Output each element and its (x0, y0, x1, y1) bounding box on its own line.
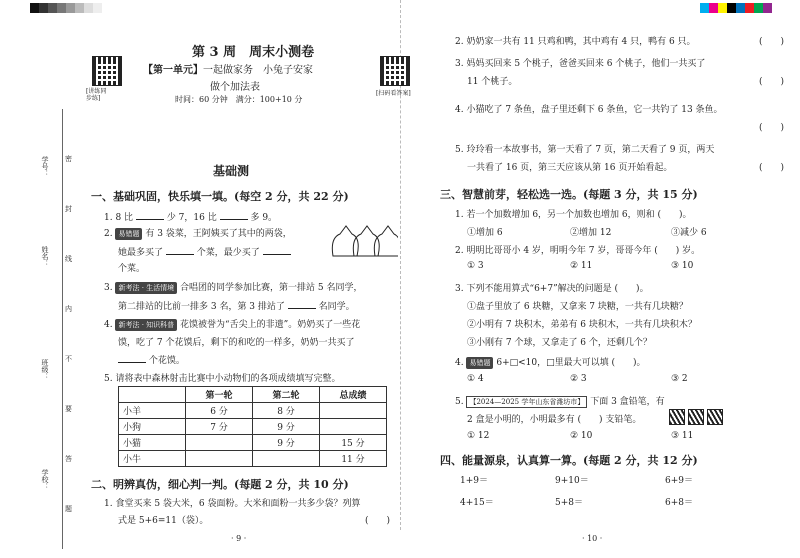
seal-char: 答 (65, 455, 72, 463)
question-4 (104, 317, 360, 331)
table-header (119, 387, 186, 403)
option[interactable]: ① 12 (467, 431, 490, 441)
seal-char: 题 (65, 505, 72, 513)
table-cell: 小羊 (119, 403, 186, 419)
q-text: 下面 3 盒铅笔，有 (590, 397, 665, 407)
part3-heading: 三、智慧前芽，轻松选一选。(每题 3 分，共 15 分) (440, 188, 698, 201)
q-number: 5. (455, 145, 464, 155)
option[interactable]: ② 11 (570, 261, 593, 271)
pencil-box-icon (707, 409, 723, 425)
seal-char: 密 (65, 155, 72, 163)
seal-char: 不 (65, 355, 72, 363)
q-text: 名同学。 (318, 302, 355, 312)
option[interactable]: ①盘子里放了 6 块糖，又拿来 7 块糖，一共有几块糖？ (467, 302, 688, 312)
pencil-box-icon (688, 409, 704, 425)
pencil-box-icon (669, 409, 685, 425)
table-cell: 小狗 (119, 419, 186, 435)
answer-bracket[interactable]: ( )。 (614, 284, 649, 294)
table-row (119, 435, 387, 451)
table-cell: 6 分 (186, 403, 253, 419)
student-id-label: 学号： (41, 156, 49, 177)
answer-bracket[interactable]: ( )。 (657, 210, 692, 220)
qr-code-left[interactable] (92, 56, 122, 86)
q-number: 2. (455, 37, 464, 47)
table-header: 第一轮 (186, 387, 253, 403)
judge-question-2 (455, 34, 696, 47)
unit-bracket: 【第一单元】 (143, 65, 203, 76)
q-text: 若一个加数增加 6，另一个加数也增加 6，则和 (466, 210, 655, 220)
q-text: 支铅笔。 (605, 415, 642, 425)
answer-bracket[interactable]: ( ) (759, 77, 785, 87)
answer-bracket[interactable]: ( )。 (611, 358, 646, 368)
q-number: 3. (455, 284, 464, 294)
q-text: 妈妈买回来 5 个桃子，爸爸买回来 6 个桃子，他们一共买了 (466, 59, 706, 69)
exam-source-tag: 【2024—2025 学年山东省潍坊市】 (466, 396, 587, 408)
unit-topics: 一起做家务 小兔子安家 (203, 65, 313, 76)
q-text: 花馍被誉为“舌尖上的非遗”。奶奶买了一些花 (180, 320, 361, 330)
table-cell-blank[interactable] (320, 403, 387, 419)
q-text: 11 个桃子。 (467, 77, 518, 87)
new-method-tag: 新考法 · 生活情境 (115, 282, 177, 294)
option[interactable]: ③ 2 (671, 374, 688, 384)
option[interactable]: ② 10 (570, 431, 593, 441)
left-page (0, 14, 411, 558)
q-number: 5. (455, 397, 464, 407)
option[interactable]: ② 3 (570, 374, 587, 384)
choice-question-2 (455, 243, 700, 256)
table-cell: 9 分 (253, 419, 320, 435)
calc-item[interactable]: 6+8＝ (665, 498, 693, 508)
print-gray-bar (30, 3, 102, 13)
q-text: 个花馍。 (148, 356, 185, 366)
table-cell: 8 分 (253, 403, 320, 419)
option[interactable]: ②小明有 7 块积木，弟弟有 6 块积木，一共有几块积木？ (467, 320, 697, 330)
q-number: 4. (455, 105, 464, 115)
q-text: 2 盒是小明的，小明最多有 (467, 415, 575, 425)
q-text: 6+□<10，□里最大可以填 (496, 358, 609, 368)
qr-right-caption: [扫码看答案] (376, 90, 411, 97)
judge-question-1 (104, 496, 361, 509)
q-text: 式是 5+6=11（袋）。 (118, 516, 209, 526)
table-cell: 小牛 (119, 451, 186, 467)
choice-question-3 (455, 281, 649, 294)
answer-blank[interactable] (118, 352, 146, 363)
choice-question-1 (455, 207, 692, 220)
error-prone-tag: 易错题 (466, 357, 493, 369)
q-text: 一共看了 16 页，第三天应该从第 16 页开始看起。 (467, 163, 673, 173)
question-1 (104, 209, 277, 223)
choice-question-5 (455, 394, 665, 408)
table-row (119, 451, 387, 467)
right-page (405, 14, 800, 558)
judge-question-3 (455, 56, 705, 69)
answer-blank[interactable] (263, 244, 291, 255)
q-number: 1. (455, 210, 464, 220)
q-text: 下列不能用算式“6+7”解决的问题是 (466, 284, 612, 294)
qr-left-caption: [讲练同 步练] (86, 88, 107, 102)
choice-question-5-line2 (467, 412, 641, 425)
unit-subtitle (143, 61, 313, 76)
choice-question-4 (455, 355, 646, 369)
q-text: 明明比哥哥小 4 岁，明明今年 7 岁，哥哥今年 (466, 246, 652, 256)
q-number: 1. (104, 499, 113, 509)
seal-line (62, 109, 63, 549)
part1-heading: 一、基础巩固，快乐填一填。(每空 2 分，共 22 分) (91, 190, 349, 203)
q-text: 岁。 (682, 246, 701, 256)
table-cell-blank[interactable] (320, 419, 387, 435)
q-number: 3. (104, 283, 113, 293)
table-cell: 7 分 (186, 419, 253, 435)
option[interactable]: ②增加 12 (570, 228, 612, 238)
question-2 (104, 226, 292, 240)
table-cell-blank[interactable] (186, 451, 253, 467)
name-label: 姓名： (41, 246, 49, 267)
option[interactable]: ① 3 (467, 261, 484, 271)
answer-bracket[interactable]: ( ) (759, 163, 785, 173)
question-2-line2 (118, 244, 291, 258)
vegetable-bags-illustration (328, 220, 398, 260)
seal-char: 线 (65, 255, 72, 263)
table-header: 总成绩 (320, 387, 387, 403)
calc-item[interactable]: 4+15＝ (460, 498, 494, 508)
q-number: 5. (104, 374, 113, 384)
q-text: 馍，吃了 7 个花馍后，剩下的和吃的一样多，奶奶一共买了 (118, 338, 355, 348)
judge-question-4 (455, 102, 723, 115)
q-text: 玲玲看一本故事书，第一天看了 7 页，第二天看了 9 页，两天 (466, 145, 715, 155)
option[interactable]: ③小刚有 7 个球，又拿走了 6 个，还剩几个？ (467, 338, 652, 348)
table-cell-blank[interactable] (253, 451, 320, 467)
q-text: 合唱团的同学参加比赛，第一排站 5 名同学， (180, 283, 363, 293)
answer-bracket[interactable]: ( ) (759, 37, 785, 47)
question-3-line2 (118, 298, 355, 312)
q-text: 奶奶家一共有 11 只鸡和鸭，其中鸡有 4 只，鸭有 6 只。 (466, 37, 696, 47)
q-text: 请将表中森林射击比赛中小动物们的各项成绩填写完整。 (115, 374, 341, 384)
answer-bracket[interactable]: ( ) (577, 415, 603, 425)
seal-char: 封 (65, 205, 72, 213)
answer-bracket[interactable]: ( ) (654, 246, 680, 256)
judge-question-5 (455, 142, 714, 155)
answer-blank[interactable] (136, 209, 164, 220)
table-cell: 15 分 (320, 435, 387, 451)
question-5 (104, 371, 340, 384)
q-text: 个菜，最少买了 (196, 248, 260, 258)
answer-blank[interactable] (166, 244, 194, 255)
seal-char: 要 (65, 405, 72, 413)
option[interactable]: ①增加 6 (467, 228, 503, 238)
q-number: 2. (455, 246, 464, 256)
print-color-bar (700, 3, 772, 13)
pencil-boxes-illustration (669, 409, 723, 425)
q-number: 4. (104, 320, 113, 330)
class-label: 班级： (41, 359, 49, 380)
page-number: · 10 · (582, 534, 603, 543)
q-number: 4. (455, 358, 464, 368)
q-text: 多 9。 (250, 213, 278, 223)
q-text: 有 3 袋菜，王阿姨买了其中的两袋， (145, 229, 292, 239)
part4-heading: 四、能量源泉，认真算一算。(每题 2 分，共 12 分) (440, 454, 698, 467)
answer-bracket[interactable]: ( ) (759, 123, 785, 133)
section-heading: 基础测 (213, 164, 250, 178)
answer-blank[interactable] (220, 209, 248, 220)
table-cell: 小猫 (119, 435, 186, 451)
answer-bracket[interactable]: ( ) (365, 516, 391, 526)
question-4-line3 (118, 352, 185, 366)
q-text: 第二排站的比前一排多 3 名，第 3 排站了 (118, 302, 285, 312)
table-cell: 9 分 (253, 435, 320, 451)
calc-item[interactable]: 1+9＝ (460, 476, 488, 486)
option[interactable]: ① 4 (467, 374, 484, 384)
answer-blank[interactable] (288, 298, 316, 309)
q-text: 食堂买来 5 袋大米，6 袋面粉。大米和面粉一共多少袋？列算 (115, 499, 361, 509)
part2-heading: 二、明辨真伪，细心判一判。(每题 2 分，共 10 分) (91, 478, 349, 491)
calc-item[interactable]: 9+10＝ (555, 476, 589, 486)
table-header: 第二轮 (253, 387, 320, 403)
calc-item[interactable]: 6+9＝ (665, 476, 693, 486)
q-text: 少 7，16 比 (166, 213, 217, 223)
school-label: 学校： (41, 469, 49, 490)
page-title: 第 3 周 周末小测卷 (192, 45, 315, 60)
option[interactable]: ③ 11 (671, 431, 694, 441)
unit-subtitle-line2: 做个加法表 (210, 82, 260, 93)
page-number: · 9 · (231, 534, 247, 543)
q-text: 她最多买了 (118, 248, 164, 258)
table-row (119, 419, 387, 435)
calc-item[interactable]: 5+8＝ (555, 498, 583, 508)
table-cell: 11 分 (320, 451, 387, 467)
new-method-tag: 新考法 · 知识科普 (115, 319, 177, 331)
q-number: 3. (455, 59, 464, 69)
q-number: 1. (104, 213, 113, 223)
time-score: 时间：60 分钟 满分：100+10 分 (175, 95, 303, 104)
q-text: 个菜。 (118, 264, 146, 274)
seal-char: 内 (65, 305, 72, 313)
table-row (119, 403, 387, 419)
q-number: 2. (104, 229, 113, 239)
table-header-row (119, 387, 387, 403)
table-cell-blank[interactable] (186, 435, 253, 451)
q-text: 8 比 (115, 213, 134, 223)
question-3 (104, 280, 362, 294)
q-text: 小猫吃了 7 条鱼，盘子里还剩下 6 条鱼，它一共钓了 13 条鱼。 (466, 105, 723, 115)
error-prone-tag: 易错题 (115, 228, 142, 240)
option[interactable]: ③ 10 (671, 261, 694, 271)
score-table (118, 386, 387, 467)
option[interactable]: ③减少 6 (671, 228, 707, 238)
